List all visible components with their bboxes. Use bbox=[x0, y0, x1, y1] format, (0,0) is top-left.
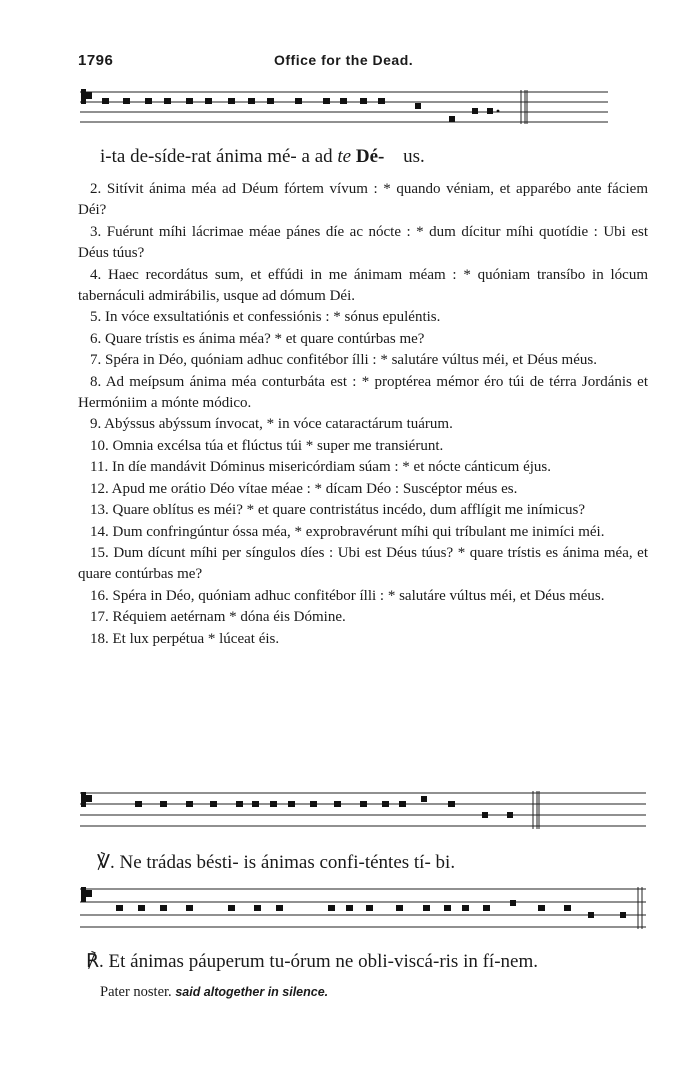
verse-13: 13. Quare oblítus es méi? * et quare contristátus incédo, dum afflígit me inímicus? bbox=[90, 502, 586, 519]
running-title: Office for the Dead. bbox=[274, 52, 414, 68]
verse-8: 8. Ad meípsum ánima méa conturbáta est : * proptérea mémor éro túi de térra Jordánis et Hermóniim a mónte módico. bbox=[78, 373, 648, 412]
verse-16: 16. Spéra in Déo, quóniam adhuc confitébor ílli : * salutáre vúltus méi, et Déus méus. bbox=[90, 587, 605, 604]
verse-9: 9. Abýssus abýssum ínvocat, * in vóce cataractárum tuárum. bbox=[90, 416, 453, 433]
verse-6: 6. Quare trístis es ánima méa? * et quare contúrbas me? bbox=[90, 330, 425, 347]
verse-11: 11. In díe mandávit Dóminus misericórdiam súam : * et nócte cánticum éjus. bbox=[90, 459, 552, 476]
verse-4: 4. Haec recordátus sum, et effúdi in me ánimam méam : * quóniam transíbo in lócum tabernáculi admirábilis, usque ad dómum Déi. bbox=[78, 266, 648, 305]
verse-7: 7. Spéra in Déo, quóniam adhuc confitébor ílli : * salutáre vúltus méi, et Déus méus. bbox=[90, 352, 597, 369]
rubric-instruction: said altogether in silence. bbox=[175, 985, 329, 999]
versicle-text: Ne trádas bésti- is ánimas confi-téntes tí- bi. bbox=[119, 852, 456, 873]
verse-10: 10. Omnia excélsa túa et flúctus túi * super me transiérunt. bbox=[90, 437, 444, 454]
rubric-text: Pater noster. bbox=[100, 984, 172, 1000]
response-text: Et ánimas páuperum tu-órum ne obli-viscá-ris in fí-nem. bbox=[108, 951, 538, 972]
verse-17: 17. Réquiem aetérnam * dóna éis Dómine. bbox=[90, 609, 346, 626]
response-mark: ℟. bbox=[86, 951, 104, 972]
versicle-line bbox=[97, 851, 455, 874]
rubric bbox=[100, 984, 328, 1001]
psalm-verses bbox=[78, 179, 648, 650]
verse-15: 15. Dum dícunt míhi per síngulos díes : Ubi est Déus túus? * quare trístis es ánima méa, et quare contúrbas me? bbox=[78, 544, 648, 583]
page-header bbox=[78, 52, 648, 72]
chant-text-1: i-ta de-síde-rat ánima mé- a ad te Dé- us. bbox=[100, 146, 425, 167]
chant-staff-2 bbox=[78, 787, 648, 833]
verse-2: 2. Sitívit ánima méa ad Déum fórtem vívum : * quando véniam, et apparébo ante fáciem Déi? bbox=[78, 181, 648, 219]
response-line bbox=[86, 950, 538, 973]
verse-12: 12. Apud me orátio Déo vítae méae : * dícam Déo : Suscéptor méus es. bbox=[90, 480, 518, 497]
chant-staff-3 bbox=[78, 881, 648, 933]
verse-3: 3. Fuérunt míhi lácrimae méae pánes díe ac nócte : * dum dícitur míhi quotídie : Ubi est Déus túus? bbox=[78, 223, 648, 262]
versicle-mark: ℣. bbox=[97, 852, 115, 873]
verse-14: 14. Dum confringúntur óssa méa, * exprobravérunt míhi qui tríbulant me inimíci méi. bbox=[90, 523, 605, 540]
page-number: 1796 bbox=[78, 52, 114, 69]
chant-staff-1 bbox=[78, 86, 648, 130]
do-clef-icon bbox=[81, 792, 92, 807]
verse-5: 5. In vóce exsultatiónis et confessiónis : * sónus epuléntis. bbox=[90, 309, 441, 326]
verse-18: 18. Et lux perpétua * lúceat éis. bbox=[90, 630, 280, 647]
